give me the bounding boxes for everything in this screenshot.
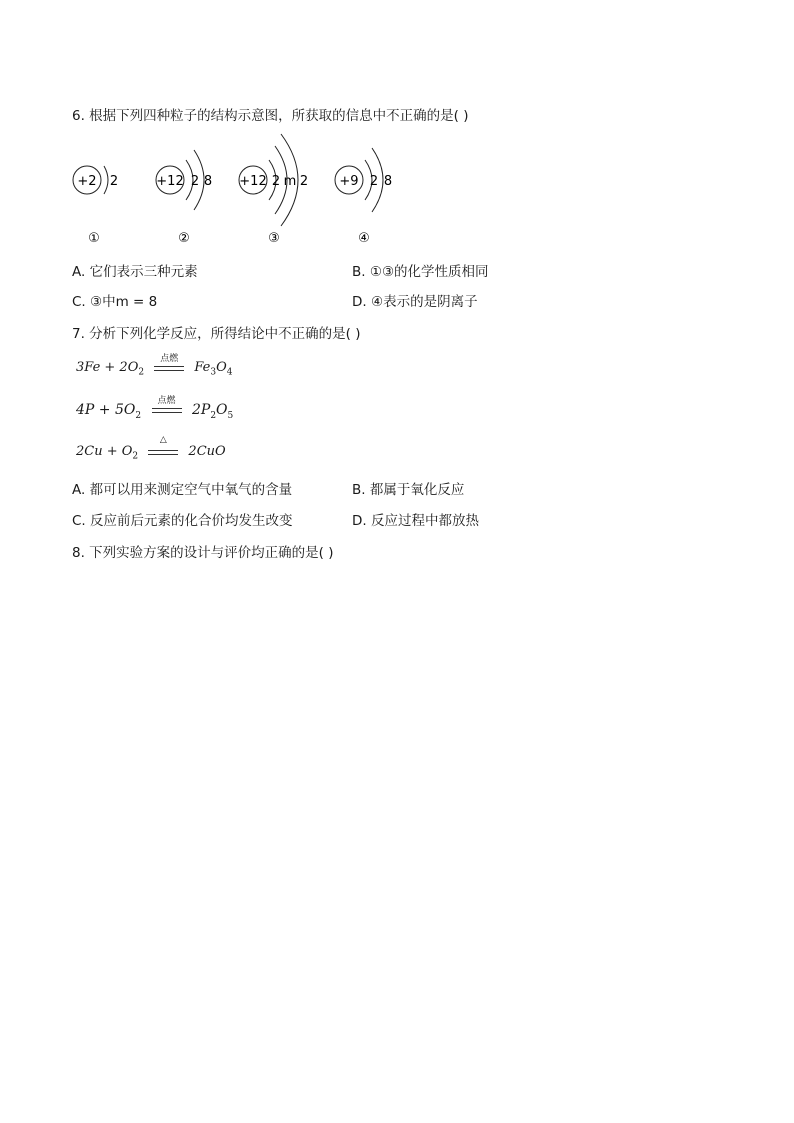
atom-3-nucleus: +12 <box>239 174 267 189</box>
q7-option-a[interactable]: A. 都可以用来测定空气中氧气的含量 <box>72 482 293 498</box>
atom-diagram-2 <box>156 150 212 246</box>
q7-option-d[interactable]: D. 反应过程中都放热 <box>352 513 479 529</box>
eq3-condition: △ <box>159 434 167 445</box>
atom-diagram-4 <box>335 148 392 246</box>
question-7-stem: 7. 分析下列化学反应，所得结论中不正确的是( ) <box>72 326 361 342</box>
equation-1: $3Fe + 2O_2$ 点燃 $Fe_3O_4$ <box>76 360 233 378</box>
q7-option-c[interactable]: C. 反应前后元素的化合价均发生改变 <box>72 513 293 529</box>
atom-4-shell-2: 8 <box>383 174 393 189</box>
question-6-stem: 6. 根据下列四种粒子的结构示意图，所获取的信息中不正确的是( ) <box>72 108 469 124</box>
atom-3-shell-1: 2 <box>271 174 281 189</box>
atom-2-shell-2: 8 <box>203 174 213 189</box>
eq2-right: 2P <box>191 402 211 418</box>
eq3-right: 2CuO <box>188 444 226 459</box>
atom-1-label: ① <box>88 231 100 246</box>
atom-3-shell-3: 2 <box>299 174 309 189</box>
atom-4-nucleus: +9 <box>339 174 359 189</box>
eq3-left-sub: 2 <box>132 451 139 462</box>
q6-option-d[interactable]: D. ④表示的是阴离子 <box>352 294 478 310</box>
eq2-left-sub: 2 <box>135 410 142 421</box>
q6-option-b[interactable]: B. ①③的化学性质相同 <box>352 264 489 280</box>
atom-3-shell-2: m <box>283 174 297 189</box>
atom-4-label: ④ <box>358 231 370 246</box>
atom-diagram-3 <box>239 134 308 246</box>
atom-structure-diagrams <box>0 130 794 260</box>
eq2-condition: 点燃 <box>157 396 176 406</box>
atom-2-label: ② <box>178 231 190 246</box>
atom-3-label: ③ <box>268 231 280 246</box>
atom-1-nucleus: +2 <box>77 174 97 189</box>
eq1-left-sub: 2 <box>138 367 145 378</box>
question-8-stem: 8. 下列实验方案的设计与评价均正确的是( ) <box>72 545 334 561</box>
eq1-arrow <box>154 353 184 375</box>
eq3-arrow <box>148 434 178 459</box>
eq1-left: 3Fe + 2O <box>76 360 139 375</box>
eq1-condition: 点燃 <box>160 353 179 364</box>
q7-option-b[interactable]: B. 都属于氧化反应 <box>352 482 465 498</box>
eq3-left: 2Cu + O <box>76 444 133 459</box>
eq1-right: Fe <box>194 360 211 375</box>
atom-diagram-1 <box>73 166 118 246</box>
eq2-left: 4P + 5O <box>76 402 136 418</box>
equation-2: $4P + 5O_2$ 点燃 $2P_2O_5$ <box>76 402 233 421</box>
equation-3 <box>76 434 226 462</box>
eq2-arrow <box>152 396 182 417</box>
atom-4-shell-1: 2 <box>369 174 379 189</box>
atom-2-shell-1: 2 <box>190 174 200 189</box>
atom-2-nucleus: +12 <box>156 174 184 189</box>
atom-1-shell-1: 2 <box>109 174 119 189</box>
q6-option-a[interactable]: A. 它们表示三种元素 <box>72 264 198 280</box>
q6-option-c[interactable]: C. ③中m = 8 <box>72 294 158 310</box>
